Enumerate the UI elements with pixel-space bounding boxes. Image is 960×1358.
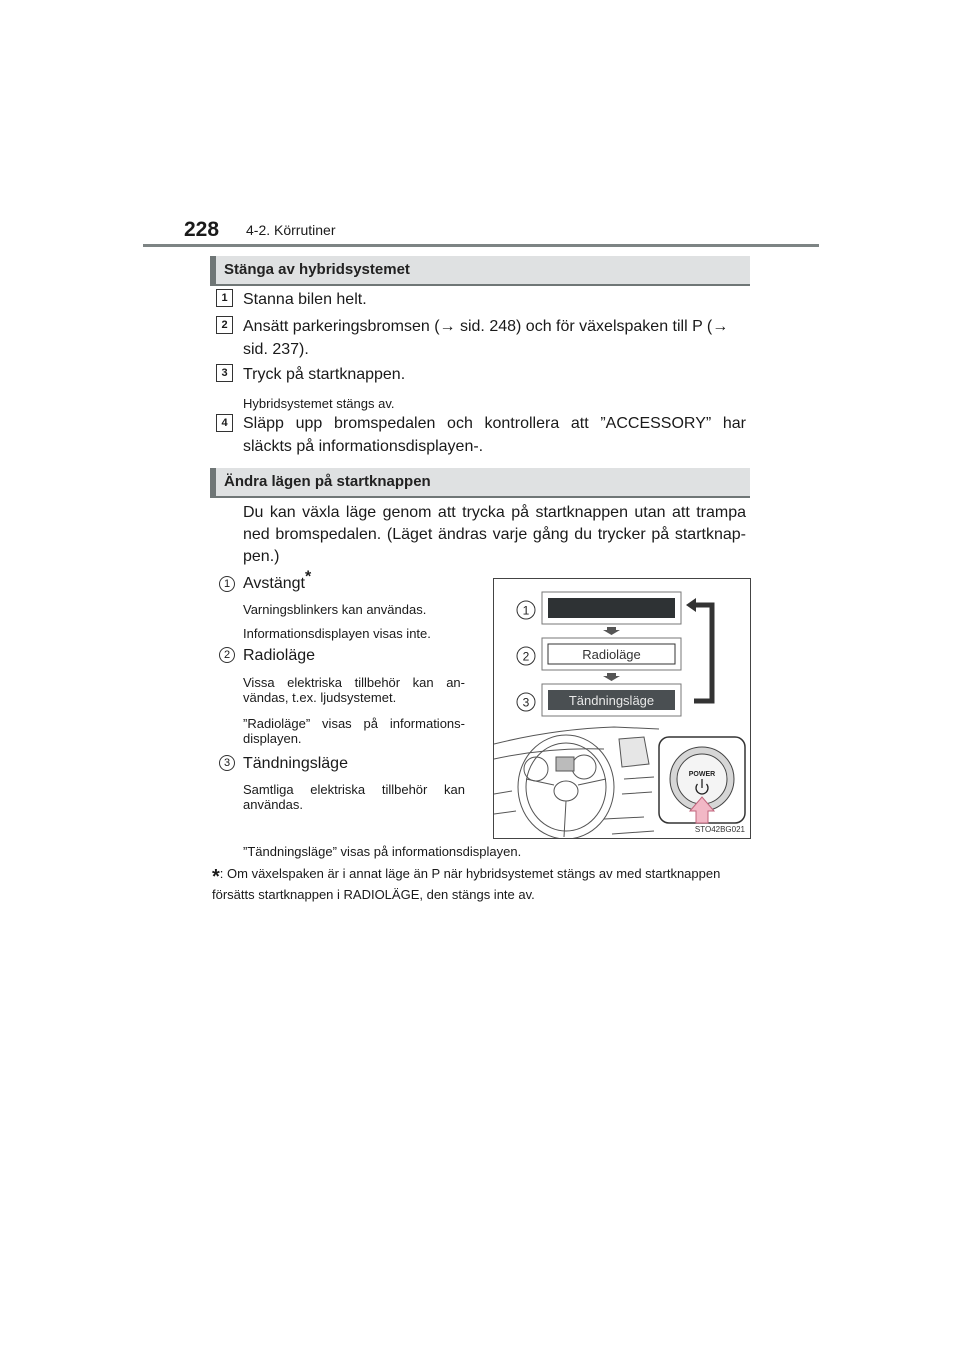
section-heading-shutdown	[210, 256, 750, 286]
footnote-text: : Om växelspaken är i annat läge än P när hybridsystemet stängs av med startknappen försätts startknappen i RADIOLÄGE, den stängs inte av.	[212, 866, 721, 902]
mode-number-circle: 3	[219, 755, 235, 771]
diagram-label-2: 2	[522, 649, 530, 664]
step-note: Hybridsystemet stängs av.	[243, 396, 395, 411]
step-text: Stanna bilen helt.	[243, 291, 367, 308]
start-button-mode-diagram	[493, 578, 751, 839]
step-text: Tryck på startknappen.	[243, 366, 406, 383]
mode-number-circle: 1	[219, 576, 235, 592]
power-label: POWER	[688, 771, 716, 778]
left-arrow-icon	[686, 598, 696, 612]
footnote	[212, 865, 752, 904]
section-accent-bar	[210, 256, 216, 286]
down-arrow-icon	[603, 627, 620, 635]
mode-name: Tändningsläge	[243, 755, 348, 772]
step-text: Ansätt parkeringsbromsen (→ sid. 248) och för växelspaken till P (→ sid. 237).	[243, 318, 729, 358]
mode-number-circle: 2	[219, 647, 235, 663]
mode-description: Informationsdisplayen visas inte.	[243, 626, 431, 641]
return-bracket	[694, 605, 712, 701]
display-ignition-text: Tändningsläge	[568, 693, 655, 708]
footnote-marker: *	[304, 568, 312, 586]
intro-paragraph: Du kan växla läge genom att trycka på startknappen utan att trampa ned bromspedalen. (Läget ändras varje gång du trycker på startknap-pen.)	[243, 504, 746, 565]
step-number-box: 3	[216, 364, 233, 382]
diagram-illustration	[494, 579, 750, 838]
step-text: Släpp upp bromspedalen och kontrollera att ”ACCESSORY” har släckts på informationsdisplayen-.	[243, 415, 746, 455]
diagram-label-1: 1	[522, 603, 530, 618]
mode-description: ”Tändningsläge” visas på informationsdisplayen.	[243, 844, 522, 859]
display-radio-text: Radioläge	[582, 647, 641, 662]
section-accent-bar	[210, 468, 216, 498]
figure-code: STO42BG021	[694, 825, 745, 834]
display-blank	[548, 598, 675, 618]
step-number-box: 2	[216, 316, 233, 334]
mode-name: Radioläge	[243, 647, 316, 664]
section-title: Ändra lägen på startknappen	[224, 473, 431, 490]
mode-description: Vissa elektriska tillbehör kan an-vändas, t.ex. ljudsystemet.	[243, 675, 465, 705]
section-title: Stänga av hybridsystemet	[224, 261, 410, 278]
mode-description: Samtliga elektriska tillbehör kan användas.	[243, 782, 465, 812]
mode-description: ”Radioläge” visas på informations-displayen.	[243, 716, 465, 746]
down-arrow-icon	[603, 673, 620, 681]
mode-name	[243, 568, 312, 593]
dashboard-sketch	[494, 727, 659, 838]
header-rule	[143, 244, 819, 247]
mode-description: Varningsblinkers kan användas.	[243, 602, 427, 617]
page-number: 228	[184, 218, 220, 241]
step-number-box: 1	[216, 289, 233, 307]
diagram-label-3: 3	[522, 695, 530, 710]
footnote-asterisk: *	[212, 866, 220, 888]
chapter-label: 4-2. Körrutiner	[246, 222, 336, 238]
mode-name-text: Avstängt	[243, 575, 305, 592]
step-number-box: 4	[216, 414, 233, 432]
section-heading-modes	[210, 468, 750, 498]
